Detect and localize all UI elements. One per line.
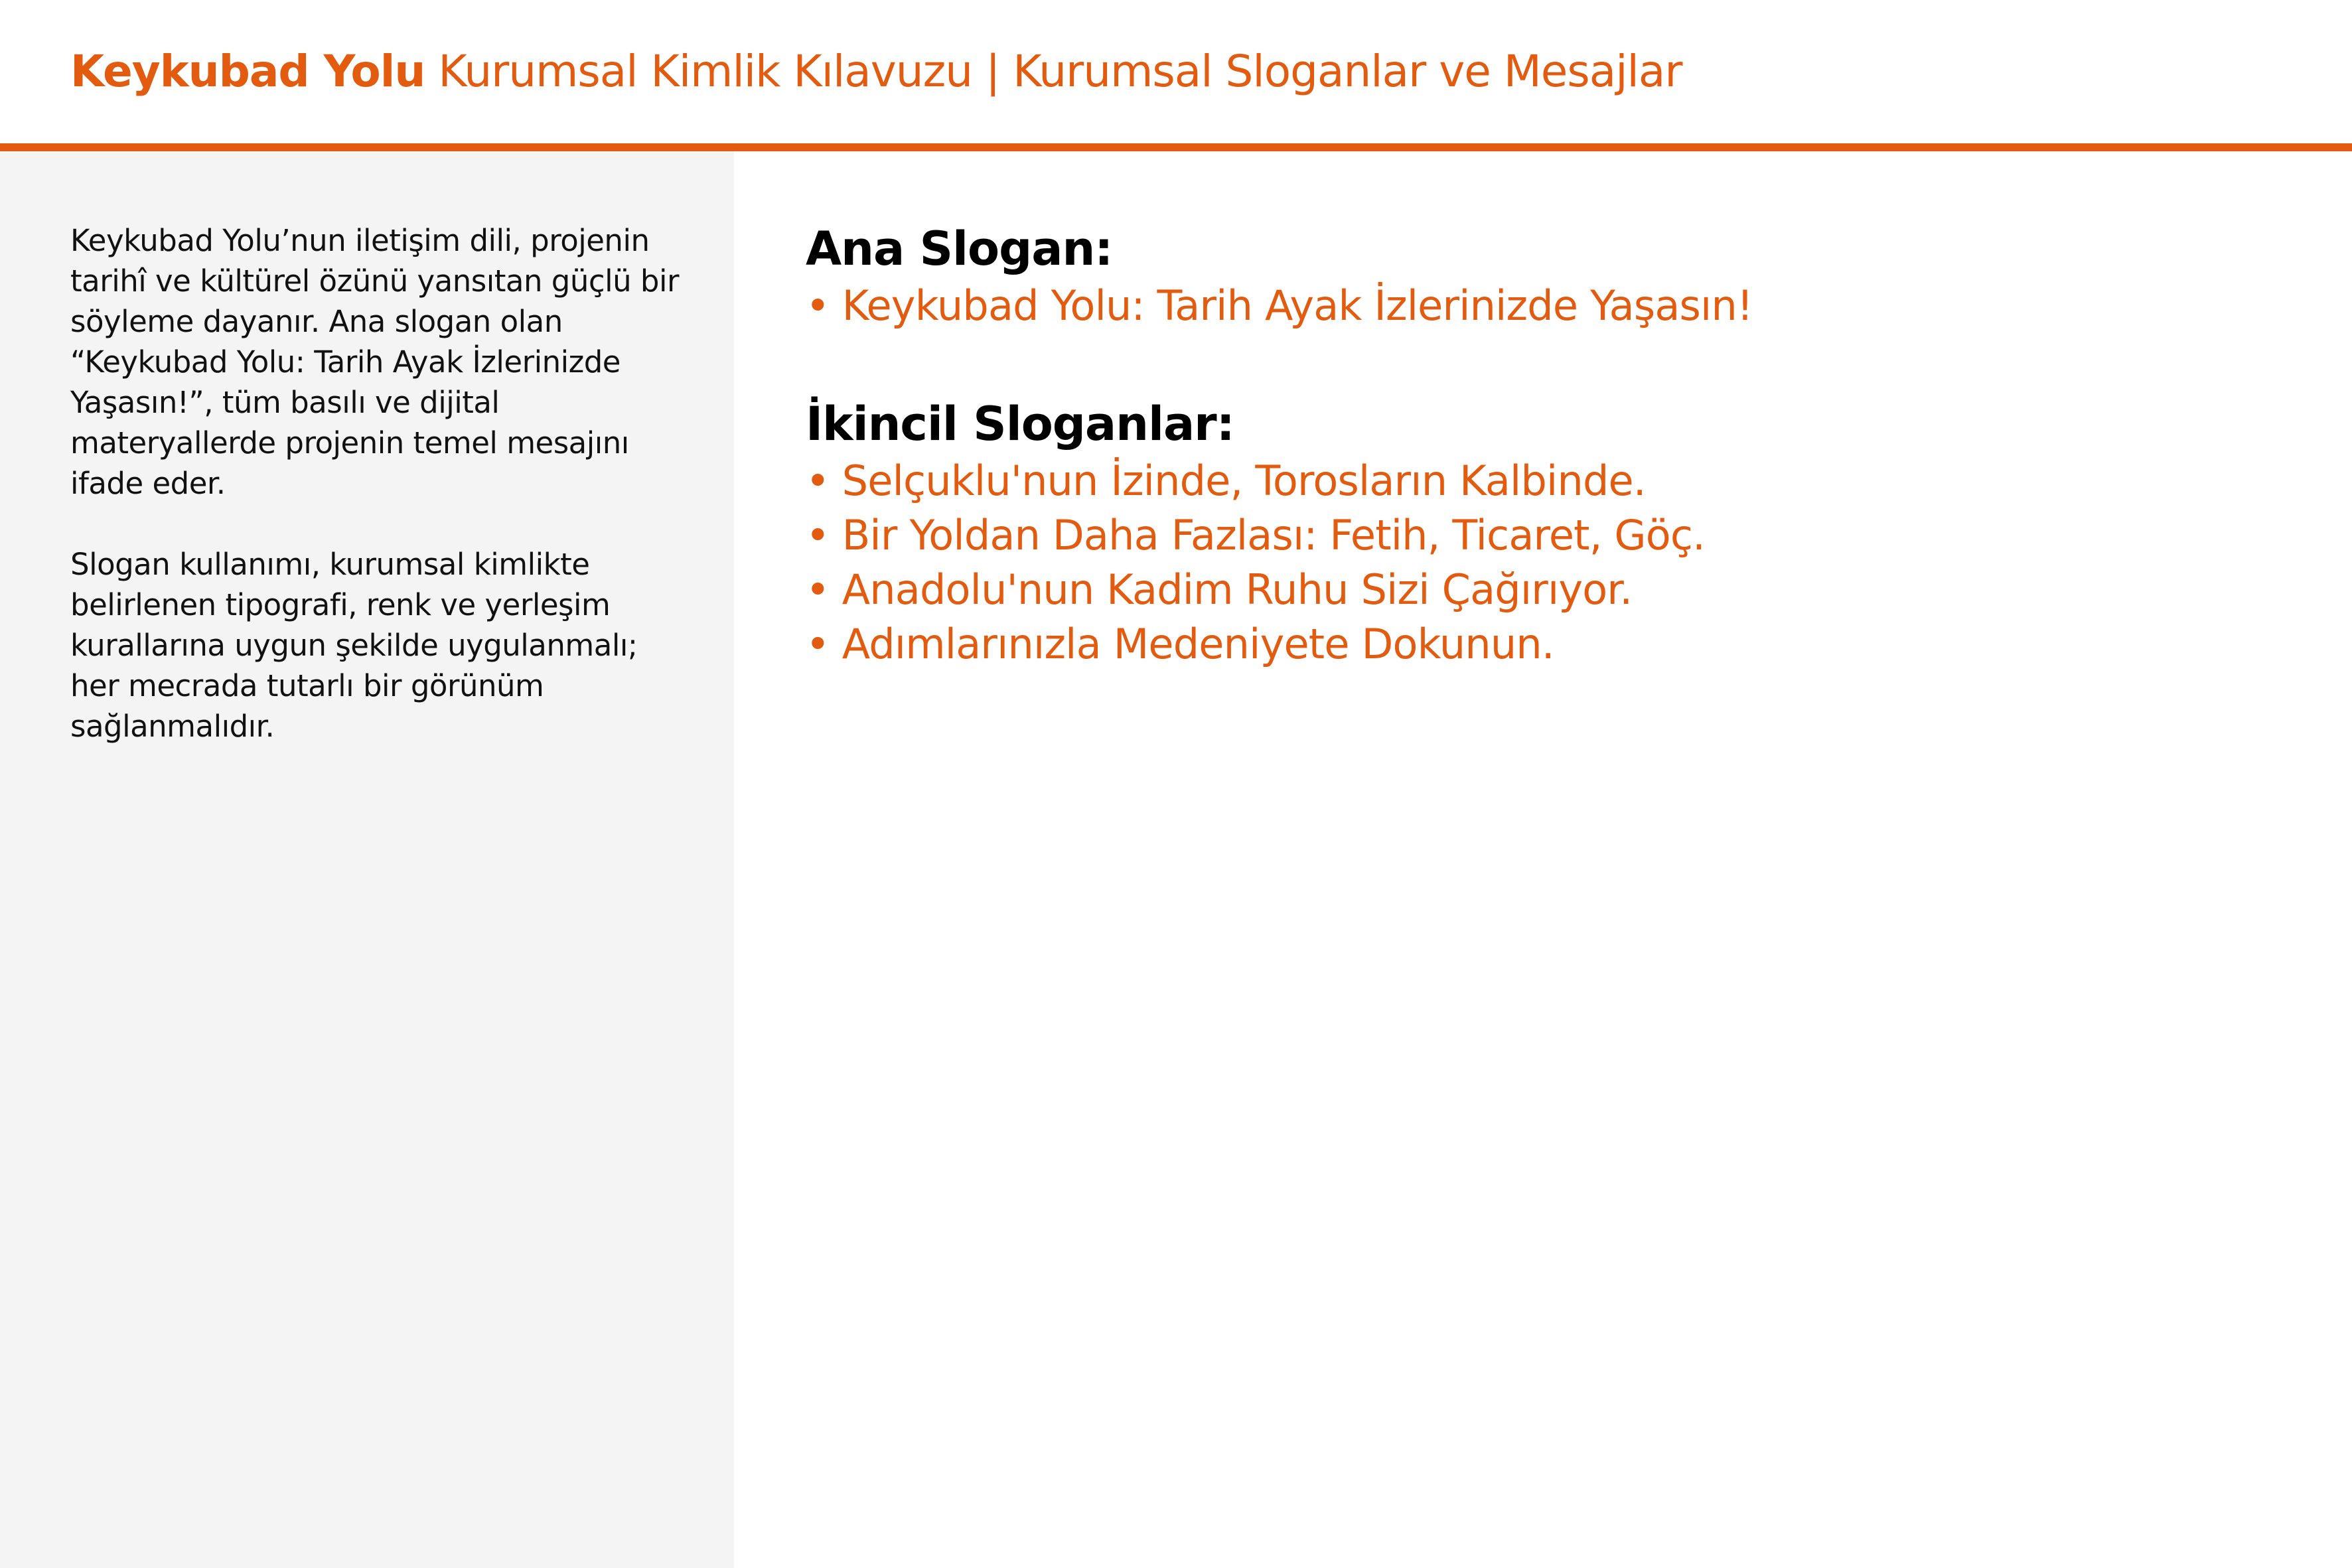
- secondary-slogan-item: • Bir Yoldan Daha Fazlası: Fetih, Ticaret, Göç.: [806, 508, 2306, 563]
- primary-slogan-list: [806, 279, 2306, 333]
- usage-paragraph: Slogan kullanımı, kurumsal kimlikte belirlenen tipografi, renk ve yerleşim kurallarına uygun şekilde uygulanmalı; her mecrada tutarlı bir görünüm sağlanmalıdır.: [70, 547, 638, 744]
- primary-slogan-item: • Keykubad Yolu: Tarih Ayak İzlerinizde Yaşasın!: [806, 279, 2306, 333]
- primary-slogan-heading: Ana Slogan:: [806, 222, 1113, 276]
- page-subtitle: Kurumsal Kimlik Kılavuzu | Kurumsal Sloganlar ve Mesajlar: [438, 46, 1682, 97]
- secondary-slogan-item: • Selçuklu'nun İzinde, Torosların Kalbinde.: [806, 454, 2306, 508]
- intro-paragraph: Keykubad Yolu’nun iletişim dili, projenin tarihî ve kültürel özünü yansıtan güçlü bir söyleme dayanır. Ana slogan olan “Keykubad Yolu: Tarih Ayak İzlerinizde Yaşasın!”, tüm basılı ve dijital materyallerde projenin temel mesajını ifade eder.: [70, 223, 679, 501]
- secondary-slogan-item: • Adımlarınızla Medeniyete Dokunun.: [806, 617, 2306, 672]
- primary-slogan-section: [806, 219, 2306, 333]
- header-divider: [0, 143, 2352, 151]
- sidebar-panel: [0, 151, 734, 1568]
- secondary-slogans-section: [806, 394, 2306, 672]
- brand-name: Keykubad Yolu: [70, 46, 425, 97]
- secondary-slogans-heading: İkincil Sloganlar:: [806, 397, 1234, 451]
- page-title: [70, 42, 1682, 101]
- secondary-slogan-item: • Anadolu'nun Kadim Ruhu Sizi Çağırıyor.: [806, 563, 2306, 617]
- page-header: [0, 0, 2352, 143]
- secondary-slogan-list: [806, 454, 2306, 672]
- slogan-content: [806, 219, 2306, 672]
